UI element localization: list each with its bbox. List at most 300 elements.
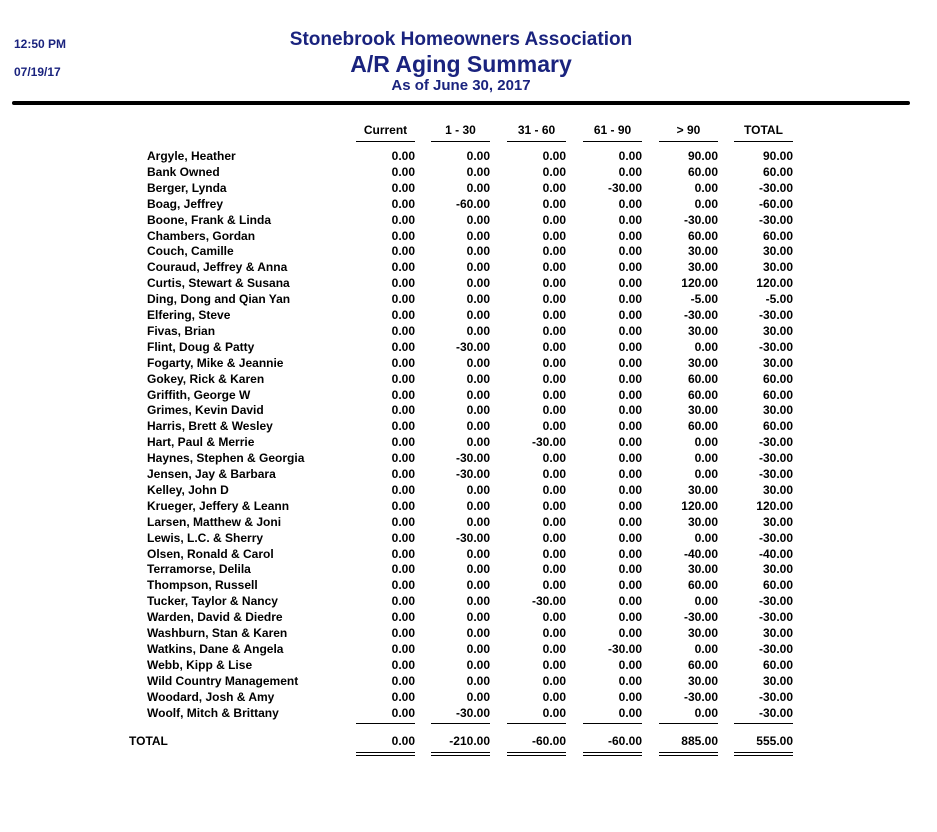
table-row [0, 339, 937, 355]
customer-name: Tucker, Taylor & Nancy [147, 594, 278, 609]
customer-name: Griffith, George W [147, 387, 251, 402]
amount-cell: 0.00 [618, 514, 642, 529]
double-total-rule [507, 752, 566, 756]
amount-cell: 0.00 [391, 482, 415, 497]
table-row [0, 355, 937, 371]
amount-cell: 0.00 [391, 626, 415, 640]
amount-cell: 0.00 [391, 355, 415, 370]
amount-cell: -30.00 [455, 451, 490, 466]
amount-cell: 0.00 [391, 657, 415, 672]
amount-cell: 0.00 [542, 498, 566, 513]
amount-cell: 60.00 [687, 228, 718, 243]
amount-cell: 0.00 [542, 467, 566, 481]
amount-cell: 0.00 [542, 403, 566, 418]
amount-cell: 0.00 [542, 705, 566, 720]
amount-cell: 30.00 [762, 482, 793, 497]
amount-cell: 0.00 [618, 308, 642, 322]
customer-name: Krueger, Jeffery & Leann [147, 498, 290, 513]
amount-cell: -30.00 [758, 339, 793, 354]
amount-cell: -30.00 [683, 212, 718, 227]
customer-name: Bank Owned [147, 164, 220, 179]
double-total-rule [356, 752, 415, 756]
amount-cell: 0.00 [694, 339, 718, 354]
amount-cell: 0.00 [542, 212, 566, 227]
subtotal-rule [583, 723, 642, 724]
amount-cell: 0.00 [391, 228, 415, 243]
amount-cell: -30.00 [455, 339, 490, 354]
amount-cell: 30.00 [687, 323, 718, 338]
table-row [0, 259, 937, 275]
table-row [0, 291, 937, 307]
amount-cell: 0.00 [391, 578, 415, 593]
amount-cell: 0.00 [466, 149, 490, 163]
amount-cell: 0.00 [466, 355, 490, 370]
subtotal-rule [356, 723, 415, 724]
column-header-total: TOTAL [734, 123, 793, 142]
table-row [0, 212, 937, 228]
customer-name: Terramorse, Delila [147, 562, 251, 577]
amount-cell: 0.00 [618, 403, 642, 418]
amount-cell: 0.00 [466, 403, 490, 418]
amount-cell: 0.00 [618, 705, 642, 720]
amount-cell: 0.00 [466, 578, 490, 593]
amount-cell: 0.00 [466, 514, 490, 529]
amount-cell: 30.00 [762, 626, 793, 640]
customer-name: Thompson, Russell [147, 578, 258, 593]
double-total-rule [431, 752, 490, 756]
amount-cell: 0.00 [542, 164, 566, 179]
amount-cell: 0.00 [391, 610, 415, 625]
amount-cell: 30.00 [687, 244, 718, 259]
amount-cell: 0.00 [618, 451, 642, 466]
customer-name: Berger, Lynda [147, 180, 227, 195]
amount-cell: 0.00 [694, 180, 718, 195]
header-divider [12, 101, 910, 105]
amount-cell: -30.00 [455, 705, 490, 720]
amount-cell: 0.00 [391, 546, 415, 561]
table-row [0, 164, 937, 180]
amount-cell: 30.00 [762, 514, 793, 529]
amount-cell: 0.00 [618, 626, 642, 640]
amount-cell: 0.00 [618, 498, 642, 513]
customer-name: Argyle, Heather [147, 149, 236, 163]
amount-cell: 0.00 [542, 451, 566, 466]
table-row [0, 275, 937, 291]
amount-cell: -60.00 [455, 196, 490, 211]
amount-cell: 120.00 [681, 498, 718, 513]
company-name: Stonebrook Homeowners Association [289, 29, 633, 50]
total-amount-cell: 555.00 [756, 734, 793, 748]
double-total-rule [583, 752, 642, 756]
amount-cell: 0.00 [542, 530, 566, 545]
amount-cell: 90.00 [762, 149, 793, 163]
amount-cell: 0.00 [542, 641, 566, 656]
amount-cell: 0.00 [542, 180, 566, 195]
customer-name: Haynes, Stephen & Georgia [147, 451, 305, 466]
amount-cell: 0.00 [391, 530, 415, 545]
customer-name: Olsen, Ronald & Carol [147, 546, 274, 561]
amount-cell: -30.00 [758, 212, 793, 227]
amount-cell: 30.00 [762, 260, 793, 275]
table-row [0, 593, 937, 609]
amount-cell: 0.00 [542, 228, 566, 243]
table-row [0, 641, 937, 657]
amount-cell: 0.00 [542, 244, 566, 259]
column-header-1-30: 1 - 30 [431, 123, 490, 142]
amount-cell: 60.00 [762, 657, 793, 672]
table-row [0, 546, 937, 562]
amount-cell: 30.00 [687, 403, 718, 418]
amount-cell: 0.00 [391, 371, 415, 386]
amount-cell: 0.00 [466, 435, 490, 450]
as-of-date: As of June 30, 2017 [391, 77, 531, 94]
table-row [0, 196, 937, 212]
customer-name: Jensen, Jay & Barbara [147, 467, 276, 481]
report-title: A/R Aging Summary [350, 51, 572, 77]
table-row [0, 673, 937, 689]
amount-cell: 0.00 [694, 594, 718, 609]
amount-cell: 0.00 [618, 371, 642, 386]
table-row [0, 705, 937, 721]
table-row [0, 307, 937, 323]
amount-cell: 0.00 [618, 657, 642, 672]
amount-cell: 0.00 [466, 626, 490, 640]
customer-name: Webb, Kipp & Lise [147, 657, 253, 672]
customer-name: Fogarty, Mike & Jeannie [147, 355, 284, 370]
amount-cell: 0.00 [391, 339, 415, 354]
column-header-31-60: 31 - 60 [507, 123, 566, 142]
amount-cell: 0.00 [542, 149, 566, 163]
amount-cell: 0.00 [466, 164, 490, 179]
amount-cell: 60.00 [762, 228, 793, 243]
amount-cell: 60.00 [687, 419, 718, 434]
amount-cell: 0.00 [542, 610, 566, 625]
amount-cell: 60.00 [762, 164, 793, 179]
amount-cell: 0.00 [391, 705, 415, 720]
amount-cell: -5.00 [690, 292, 718, 307]
amount-cell: 60.00 [762, 578, 793, 593]
customer-name: Chambers, Gordan [147, 228, 256, 243]
table-row [0, 371, 937, 387]
amount-cell: 0.00 [466, 546, 490, 561]
amount-cell: 60.00 [762, 371, 793, 386]
amount-cell: 0.00 [618, 530, 642, 545]
amount-cell: 0.00 [542, 673, 566, 688]
customer-name: Larsen, Matthew & Joni [147, 514, 282, 529]
amount-cell: 0.00 [391, 451, 415, 466]
amount-cell: 0.00 [542, 578, 566, 593]
amount-cell: 0.00 [466, 562, 490, 577]
amount-cell: -30.00 [683, 689, 718, 704]
amount-cell: 0.00 [391, 260, 415, 275]
amount-cell: -30.00 [683, 610, 718, 625]
amount-cell: 0.00 [542, 355, 566, 370]
amount-cell: -30.00 [758, 610, 793, 625]
customer-name: Elfering, Steve [147, 308, 231, 322]
amount-cell: 0.00 [618, 467, 642, 481]
amount-cell: 60.00 [762, 419, 793, 434]
amount-cell: 0.00 [391, 562, 415, 577]
amount-cell: 60.00 [687, 657, 718, 672]
amount-cell: 0.00 [542, 339, 566, 354]
amount-cell: 0.00 [618, 339, 642, 354]
customer-name: Watkins, Dane & Angela [147, 641, 284, 656]
amount-cell: 0.00 [542, 196, 566, 211]
customer-name: Flint, Doug & Patty [147, 339, 255, 354]
table-row [0, 180, 937, 196]
double-total-rule [659, 752, 718, 756]
total-amount-cell: -60.00 [531, 734, 566, 748]
amount-cell: 0.00 [542, 387, 566, 402]
report-titles [0, 30, 922, 94]
amount-cell: 60.00 [687, 578, 718, 593]
amount-cell: 0.00 [466, 292, 490, 307]
amount-cell: 0.00 [466, 657, 490, 672]
table-row [0, 243, 937, 259]
subtotal-rule [734, 723, 793, 724]
report-date: 07/19/17 [14, 65, 61, 79]
amount-cell: 0.00 [542, 562, 566, 577]
column-header-current: Current [356, 123, 415, 142]
amount-cell: 0.00 [694, 196, 718, 211]
amount-cell: 0.00 [618, 228, 642, 243]
amount-cell: 0.00 [466, 689, 490, 704]
table-row [0, 657, 937, 673]
customer-name: Woodard, Josh & Amy [147, 689, 275, 704]
amount-cell: 0.00 [542, 657, 566, 672]
customer-name: Boone, Frank & Linda [147, 212, 272, 227]
amount-cell: 0.00 [694, 641, 718, 656]
customer-name: Grimes, Kevin David [147, 403, 264, 418]
amount-cell: 0.00 [542, 323, 566, 338]
amount-cell: 0.00 [466, 212, 490, 227]
amount-cell: 30.00 [762, 355, 793, 370]
amount-cell: 0.00 [391, 641, 415, 656]
amount-cell: 30.00 [762, 562, 793, 577]
amount-cell: 0.00 [618, 578, 642, 593]
table-row [0, 577, 937, 593]
amount-cell: 0.00 [618, 673, 642, 688]
table-row [0, 609, 937, 625]
table-row [0, 514, 937, 530]
customer-name: Curtis, Stewart & Susana [147, 276, 290, 291]
amount-cell: 120.00 [756, 276, 793, 291]
amount-cell: 0.00 [618, 562, 642, 577]
amount-cell: 0.00 [391, 292, 415, 307]
amount-cell: 30.00 [762, 403, 793, 418]
amount-cell: 0.00 [618, 164, 642, 179]
amount-cell: 0.00 [542, 292, 566, 307]
amount-cell: 0.00 [391, 180, 415, 195]
amount-cell: 0.00 [542, 308, 566, 322]
amount-cell: 0.00 [618, 244, 642, 259]
amount-cell: 30.00 [687, 355, 718, 370]
amount-cell: 0.00 [391, 276, 415, 291]
amount-cell: 30.00 [687, 482, 718, 497]
amount-cell: -30.00 [683, 308, 718, 322]
amount-cell: 0.00 [466, 387, 490, 402]
amount-cell: 0.00 [542, 626, 566, 640]
amount-cell: 0.00 [466, 371, 490, 386]
subtotal-rule [507, 723, 566, 724]
amount-cell: 0.00 [542, 514, 566, 529]
subtotal-rule [431, 723, 490, 724]
amount-cell: -30.00 [758, 689, 793, 704]
amount-cell: -40.00 [758, 546, 793, 561]
amount-cell: -40.00 [683, 546, 718, 561]
customer-name: Lewis, L.C. & Sherry [147, 530, 264, 545]
amount-cell: 0.00 [466, 180, 490, 195]
amount-cell: -30.00 [758, 530, 793, 545]
amount-cell: 30.00 [687, 673, 718, 688]
amount-cell: 0.00 [466, 308, 490, 322]
customer-name: Fivas, Brian [147, 323, 216, 338]
amount-cell: 0.00 [391, 387, 415, 402]
amount-cell: 60.00 [762, 387, 793, 402]
amount-cell: 0.00 [618, 387, 642, 402]
amount-cell: 0.00 [391, 419, 415, 434]
amount-cell: 0.00 [618, 355, 642, 370]
amount-cell: -30.00 [758, 180, 793, 195]
amount-cell: -30.00 [758, 308, 793, 322]
table-row [0, 228, 937, 244]
amount-cell: 0.00 [466, 641, 490, 656]
amount-cell: 0.00 [466, 594, 490, 609]
amount-cell: 0.00 [466, 673, 490, 688]
amount-cell: 120.00 [681, 276, 718, 291]
table-row [0, 689, 937, 705]
table-row [0, 625, 937, 641]
amount-cell: 0.00 [391, 594, 415, 609]
amount-cell: 0.00 [618, 323, 642, 338]
amount-cell: 0.00 [694, 435, 718, 450]
table-row [0, 434, 937, 450]
table-row [0, 387, 937, 403]
amount-cell: 0.00 [466, 610, 490, 625]
column-header-over-90: > 90 [659, 123, 718, 142]
amount-cell: -30.00 [455, 467, 490, 481]
amount-cell: 0.00 [618, 292, 642, 307]
amount-cell: 0.00 [466, 276, 490, 291]
amount-cell: -30.00 [531, 435, 566, 450]
amount-cell: 0.00 [391, 149, 415, 163]
amount-cell: -30.00 [758, 467, 793, 481]
table-row [0, 466, 937, 482]
total-amount-cell: -210.00 [449, 734, 490, 748]
customer-name: Harris, Brett & Wesley [147, 419, 273, 434]
amount-cell: 0.00 [618, 546, 642, 561]
customer-name: Couraud, Jeffrey & Anna [147, 260, 288, 275]
customer-name: Washburn, Stan & Karen [147, 626, 288, 640]
customer-name: Warden, David & Diedre [147, 610, 283, 625]
amount-cell: 0.00 [466, 482, 490, 497]
amount-cell: 0.00 [466, 498, 490, 513]
report-time: 12:50 PM [14, 37, 67, 51]
amount-cell: 0.00 [466, 323, 490, 338]
column-header-61-90: 61 - 90 [583, 123, 642, 142]
amount-cell: 0.00 [391, 244, 415, 259]
table-row [0, 418, 937, 434]
amount-cell: 30.00 [687, 562, 718, 577]
table-row [0, 530, 937, 546]
customer-name: Woolf, Mitch & Brittany [147, 705, 279, 720]
amount-cell: 0.00 [542, 689, 566, 704]
amount-cell: -60.00 [758, 196, 793, 211]
totals-row [0, 733, 937, 749]
amount-cell: 30.00 [762, 323, 793, 338]
customer-name: Gokey, Rick & Karen [147, 371, 265, 386]
amount-cell: 0.00 [542, 260, 566, 275]
total-amount-cell: -60.00 [607, 734, 642, 748]
total-amount-cell: 0.00 [391, 734, 415, 748]
amount-cell: 0.00 [694, 451, 718, 466]
amount-cell: 0.00 [391, 514, 415, 529]
amount-cell: 0.00 [618, 260, 642, 275]
amount-cell: 0.00 [391, 498, 415, 513]
amount-cell: 0.00 [391, 196, 415, 211]
subtotal-rule [659, 723, 718, 724]
amount-cell: 0.00 [618, 212, 642, 227]
amount-cell: 0.00 [618, 594, 642, 609]
amount-cell: 60.00 [687, 164, 718, 179]
amount-cell: 30.00 [762, 244, 793, 259]
amount-cell: 120.00 [756, 498, 793, 513]
amount-cell: 0.00 [618, 276, 642, 291]
amount-cell: 0.00 [618, 435, 642, 450]
amount-cell: 60.00 [687, 387, 718, 402]
table-row [0, 561, 937, 577]
amount-cell: 0.00 [391, 323, 415, 338]
amount-cell: 0.00 [391, 435, 415, 450]
amount-cell: 0.00 [694, 705, 718, 720]
table-row [0, 148, 937, 164]
amount-cell: 90.00 [687, 149, 718, 163]
amount-cell: -30.00 [758, 705, 793, 720]
double-total-rule [734, 752, 793, 756]
amount-cell: 0.00 [466, 228, 490, 243]
customer-name: Boag, Jeffrey [147, 196, 224, 211]
customer-name: Couch, Camille [147, 244, 234, 259]
amount-cell: 0.00 [542, 546, 566, 561]
amount-cell: 0.00 [466, 244, 490, 259]
amount-cell: -30.00 [531, 594, 566, 609]
customer-name: Kelley, John D [147, 482, 229, 497]
amount-cell: 0.00 [391, 689, 415, 704]
table-row [0, 323, 937, 339]
amount-cell: 0.00 [542, 419, 566, 434]
amount-cell: 0.00 [618, 196, 642, 211]
table-row [0, 450, 937, 466]
customer-name: Wild Country Management [147, 673, 299, 688]
amount-cell: -30.00 [455, 530, 490, 545]
table-row [0, 482, 937, 498]
amount-cell: -30.00 [758, 435, 793, 450]
totals-label: TOTAL [129, 734, 168, 748]
amount-cell: -30.00 [607, 641, 642, 656]
amount-cell: 0.00 [391, 164, 415, 179]
amount-cell: 0.00 [391, 403, 415, 418]
amount-cell: 0.00 [466, 419, 490, 434]
amount-cell: 0.00 [542, 276, 566, 291]
amount-cell: 0.00 [618, 419, 642, 434]
amount-cell: -30.00 [758, 641, 793, 656]
amount-cell: 0.00 [694, 467, 718, 481]
table-row [0, 498, 937, 514]
total-amount-cell: 885.00 [681, 734, 718, 748]
amount-cell: 0.00 [542, 371, 566, 386]
amount-cell: 0.00 [391, 673, 415, 688]
amount-cell: 30.00 [687, 260, 718, 275]
